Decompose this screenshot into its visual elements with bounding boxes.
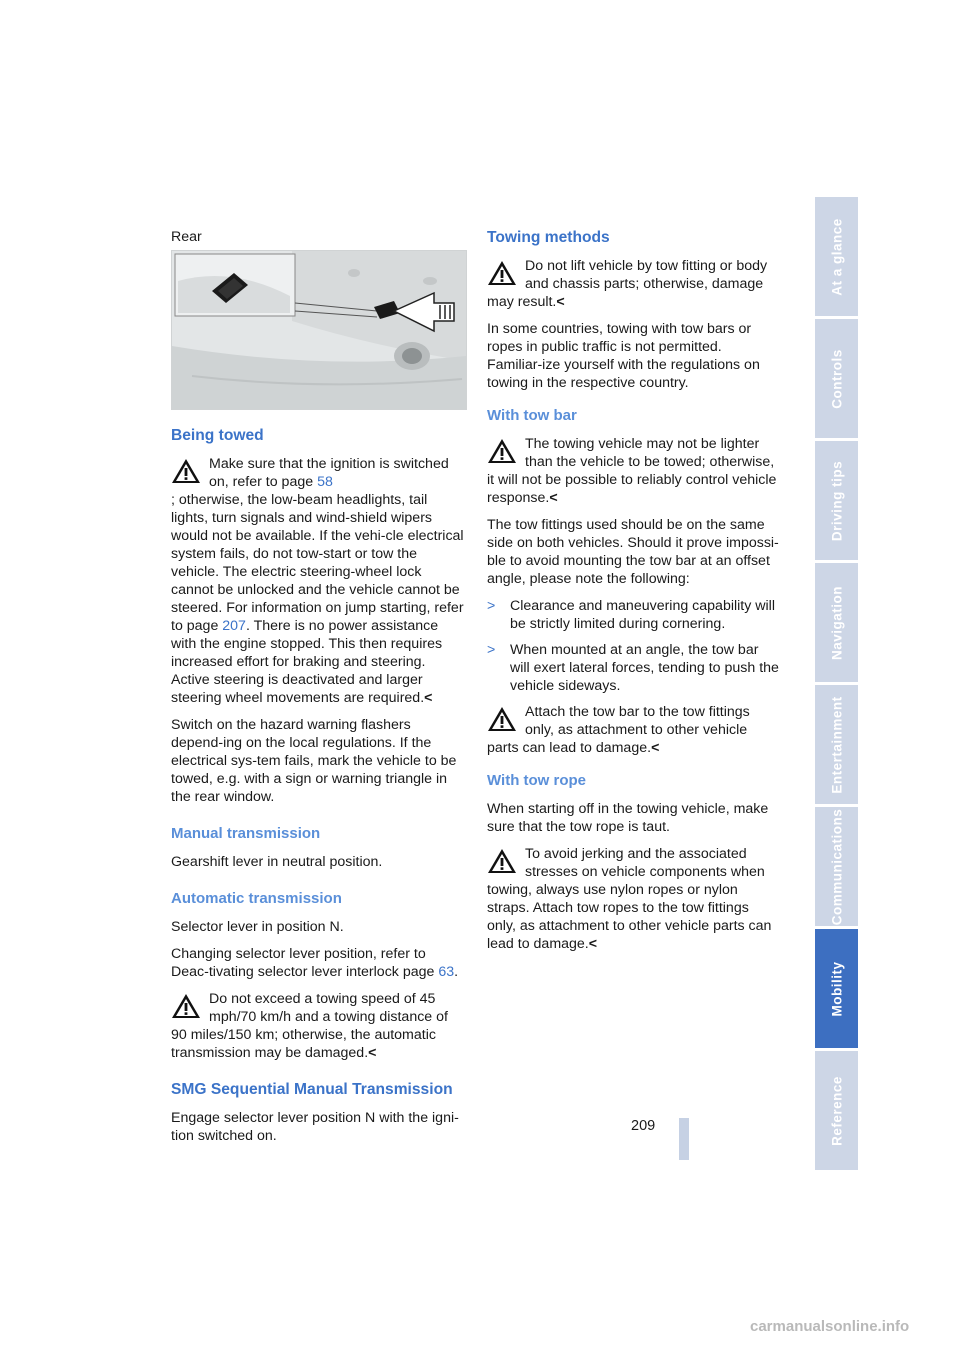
tow-bar-paragraph: The tow fittings used should be on the same side on both vehicles. Should it prove impossi-ble to avoid mounting the tow bar at an offset angle, please note the following: — [487, 517, 779, 587]
automatic-transmission-paragraph-1: Selector lever in position N. — [171, 919, 344, 935]
towing-methods-heading: Towing methods — [487, 229, 610, 246]
rear-tow-fitting-figure — [171, 250, 467, 410]
towing-methods-paragraph: In some countries, towing with tow bars or ropes in public traffic is not permitted. Familiar-ize yourself with the regulations on towing in the respective country. — [487, 321, 760, 391]
towing-speed-warning: Do not exceed a towing speed of 45 mph/70 km/h and a towing distance of 90 miles/150 km; otherwise, the automatic transmission may be damaged.< — [171, 991, 448, 1061]
tab-at-a-glance[interactable]: At a glance — [815, 197, 858, 316]
page-number: 209 — [631, 1118, 656, 1134]
end-mark: < — [588, 936, 598, 952]
smg-paragraph: Engage selector lever position N with the igni-tion switched on. — [171, 1110, 459, 1144]
smg-heading: SMG Sequential Manual Transmission — [171, 1081, 453, 1098]
tab-reference[interactable]: Reference — [815, 1051, 858, 1170]
automatic-transmission-heading: Automatic transmission — [171, 890, 342, 907]
towing-methods-warning: Do not lift vehicle by tow fitting or body and chassis parts; otherwise, damage may result.< — [487, 258, 768, 310]
hazard-flashers-paragraph: Switch on the hazard warning flashers depend-ing on the local regulations. If the electrical sys-tem fails, mark the vehicle to be towed, e.g. with a sign or warning triangle in the rear window. — [171, 717, 457, 805]
chapter-tabs — [815, 197, 858, 1173]
end-mark: < — [651, 740, 660, 756]
being-towed-warning: Make sure that the ignition is switched on, refer to page 58 ; otherwise, the low-beam headlights, tail lights, turn signals and wind-shield wipers would not be available. If the vehi-cle electrical system fails, do not tow-start or tow the vehicle. The electric steering-wheel lock cannot be unlocked and the vehicle cannot be steered. For information on jump starting, refer to page 207. There is no power assistance with the engine stopped. This then requires increased effort for braking and steering. Active steering is deactivated and larger steering wheel movements are required.< — [171, 456, 464, 706]
tab-navigation[interactable]: Navigation — [815, 563, 858, 682]
end-mark: < — [556, 294, 565, 310]
right-column — [487, 228, 779, 962]
end-mark: < — [368, 1045, 377, 1061]
list-item: > When mounted at an angle, the tow bar will exert lateral forces, tending to push the vehicle sideways. — [487, 642, 779, 694]
warning-triangle-icon — [171, 457, 201, 485]
page-link-63[interactable]: 63 — [438, 964, 455, 980]
warning-triangle-icon — [487, 259, 517, 287]
end-mark: < — [424, 690, 433, 706]
bullet-marker: > — [487, 598, 496, 614]
automatic-transmission-paragraph-2: Changing selector lever position, refer to Deac-tivating selector lever interlock page 63. — [171, 946, 459, 980]
manual-transmission-paragraph: Gearshift lever in neutral position. — [171, 854, 383, 870]
tab-controls[interactable]: Controls — [815, 319, 858, 438]
tow-bar-attach-warning: Attach the tow bar to the tow fittings only, as attachment to other vehicle parts can lead to damage.< — [487, 704, 750, 756]
tab-entertainment[interactable]: Entertainment — [815, 685, 858, 804]
end-mark: < — [549, 490, 558, 506]
tow-bar-heading: With tow bar — [487, 407, 577, 424]
warning-triangle-icon — [487, 437, 517, 465]
watermark: carmanualsonline.info — [750, 1318, 910, 1335]
tow-rope-heading: With tow rope — [487, 772, 587, 789]
being-towed-heading: Being towed — [171, 427, 264, 444]
tab-driving-tips[interactable]: Driving tips — [815, 441, 858, 560]
tab-communications[interactable]: Communications — [815, 807, 858, 926]
tow-rope-paragraph: When starting off in the towing vehicle, make sure that the tow rope is taut. — [487, 801, 769, 835]
tow-rope-warning: To avoid jerking and the associated stresses on vehicle components when towing, always use nylon ropes or nylon straps. Attach tow ropes to the tow fittings only, as attachment to other vehicle parts can lead to damage.< — [487, 846, 772, 952]
warning-triangle-icon — [171, 992, 201, 1020]
page-link-58[interactable]: 58 — [317, 474, 333, 490]
warning-triangle-icon — [487, 705, 517, 733]
figure-caption: Rear — [171, 229, 202, 245]
bullet-marker: > — [487, 642, 496, 658]
tow-bar-warning: The towing vehicle may not be lighter than the vehicle to be towed; otherwise, it will not be possible to reliably control vehicle response.< — [487, 436, 777, 506]
manual-transmission-heading: Manual transmission — [171, 825, 321, 842]
left-column — [171, 228, 465, 1154]
page-link-207[interactable]: 207 — [222, 618, 246, 634]
tab-mobility[interactable]: Mobility — [815, 929, 858, 1048]
warning-triangle-icon — [487, 847, 517, 875]
page-number-bar — [679, 1118, 689, 1160]
list-item: > Clearance and maneuvering capability will be strictly limited during cornering. — [487, 598, 775, 632]
rear-bumper-illustration — [172, 251, 466, 409]
